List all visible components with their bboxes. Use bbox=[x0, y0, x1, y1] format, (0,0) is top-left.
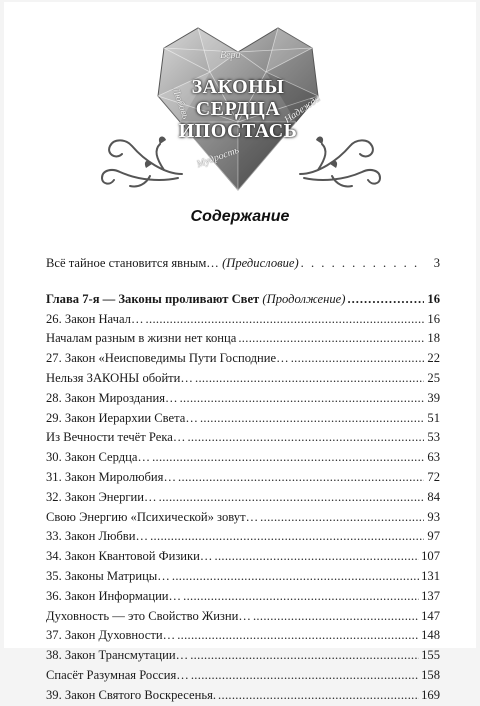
toc-entry-page: 51 bbox=[427, 410, 440, 425]
toc-entry-page: 39 bbox=[427, 390, 440, 405]
toc-entry-page: 169 bbox=[421, 687, 440, 702]
toc-entry-title: 26. Закон Начал… bbox=[46, 311, 144, 326]
toc-entry-title: 36. Закон Информации… bbox=[46, 588, 182, 603]
toc-entry-title: Духовность — это Свойство Жизни… bbox=[46, 608, 251, 623]
toc-entry[interactable] bbox=[46, 626, 440, 646]
toc-entry-page: 155 bbox=[421, 648, 440, 663]
toc-entry[interactable] bbox=[46, 349, 440, 369]
toc-entry-title: 37. Закон Духовности… bbox=[46, 628, 176, 643]
dot-leader bbox=[238, 329, 424, 349]
dot-leader bbox=[146, 310, 424, 330]
toc-entry[interactable] bbox=[46, 488, 440, 508]
toc-entry-title: Спасёт Разумная Россия… bbox=[46, 667, 189, 682]
toc-entry-title: 30. Закон Сердца… bbox=[46, 450, 151, 465]
toc-entry[interactable] bbox=[46, 666, 440, 686]
heart-word-nadezhda: Надежда bbox=[282, 93, 323, 126]
toc-entry[interactable] bbox=[46, 310, 440, 330]
toc-entry-page: 18 bbox=[427, 331, 440, 346]
toc-chapter-title: Глава 7-я — Законы проливают Свет (Продолжение) bbox=[46, 291, 346, 306]
toc-entry-title: Всё тайное становится явным… (Предисловие) bbox=[46, 256, 299, 270]
heart-word-mudrost: Мудрость bbox=[195, 144, 241, 171]
toc-entry-page: 137 bbox=[421, 588, 440, 603]
toc-entry-title: 28. Закон Мироздания… bbox=[46, 390, 178, 405]
toc-entry[interactable] bbox=[46, 409, 440, 429]
toc-entry-preface[interactable] bbox=[46, 254, 440, 274]
dot-leader bbox=[301, 254, 424, 274]
heart-title-line-1: ЗАКОНЫ bbox=[191, 76, 285, 98]
toc-entry-page: 63 bbox=[427, 450, 440, 465]
heart-title-line-3: ИПОСТАСЬ bbox=[178, 120, 298, 142]
dot-leader bbox=[253, 607, 419, 627]
toc-entry-page: 16 bbox=[427, 311, 440, 326]
toc-entry-page: 22 bbox=[427, 351, 440, 366]
dot-leader bbox=[195, 369, 424, 389]
toc-entry[interactable] bbox=[46, 587, 440, 607]
dot-leader bbox=[178, 468, 424, 488]
toc-entry[interactable] bbox=[46, 389, 440, 409]
dot-leader bbox=[200, 409, 424, 429]
toc-entry[interactable] bbox=[46, 547, 440, 567]
toc-entry[interactable] bbox=[46, 646, 440, 666]
dot-leader bbox=[180, 389, 424, 409]
toc-entry-page: 53 bbox=[427, 430, 440, 445]
heart-title-line-2: СЕРДЦА bbox=[195, 98, 281, 120]
toc-entry[interactable] bbox=[46, 428, 440, 448]
toc-entry-page: 93 bbox=[427, 509, 440, 524]
toc-entry-page: 148 bbox=[421, 628, 440, 643]
toc-entry[interactable] bbox=[46, 567, 440, 587]
toc-entry-page: 97 bbox=[427, 529, 440, 544]
dot-leader bbox=[215, 547, 420, 567]
dot-leader bbox=[183, 587, 419, 607]
dot-leader bbox=[150, 527, 424, 547]
toc-entry-page: 158 bbox=[421, 667, 440, 682]
contents-heading: Содержание bbox=[190, 208, 290, 225]
dot-leader bbox=[187, 428, 424, 448]
toc-entry-page: 131 bbox=[421, 568, 440, 583]
toc-entry[interactable] bbox=[46, 448, 440, 468]
dot-leader bbox=[291, 349, 424, 369]
toc-entry-title: 29. Закон Иерархии Света… bbox=[46, 410, 198, 425]
toc-entry[interactable] bbox=[46, 686, 440, 706]
toc-entry[interactable] bbox=[46, 607, 440, 627]
toc-entry-title: Началам разным в жизни нет конца bbox=[46, 331, 237, 346]
dot-leader bbox=[347, 290, 424, 310]
dot-leader bbox=[260, 508, 424, 528]
dot-leader bbox=[191, 666, 419, 686]
toc-entry-title: 34. Закон Квантовой Физики… bbox=[46, 549, 213, 564]
toc-entry-page: 107 bbox=[421, 549, 440, 564]
toc-entry-page: 84 bbox=[427, 489, 440, 504]
toc-entry[interactable] bbox=[46, 369, 440, 389]
left-flourish-ornament-icon bbox=[94, 130, 184, 190]
toc-entry-title: 39. Закон Святого Воскресенья. bbox=[46, 687, 217, 702]
toc-entry-title: Из Вечности течёт Река… bbox=[46, 430, 186, 445]
heart-word-vera: Вера bbox=[220, 50, 241, 61]
toc-entry-page: 72 bbox=[427, 469, 440, 484]
toc-entry-title: 33. Закон Любви… bbox=[46, 529, 149, 544]
toc-entry[interactable] bbox=[46, 329, 440, 349]
toc-entry-page: 25 bbox=[427, 370, 440, 385]
dot-leader bbox=[159, 488, 424, 508]
toc-entry-page: 147 bbox=[421, 608, 440, 623]
toc-chapter-page: 16 bbox=[427, 291, 440, 306]
dot-leader bbox=[152, 448, 424, 468]
toc-entry-title: 31. Закон Миролюбия… bbox=[46, 469, 177, 484]
toc-chapter-7[interactable] bbox=[46, 290, 440, 310]
toc-entry[interactable] bbox=[46, 508, 440, 528]
toc-entry-title: 35. Законы Матрицы… bbox=[46, 568, 170, 583]
toc-entry-title: 27. Закон «Неисповедимы Пути Господние… bbox=[46, 351, 289, 366]
toc-entry[interactable] bbox=[46, 468, 440, 488]
toc-entry-title: Свою Энергию «Психической» зовут… bbox=[46, 509, 259, 524]
toc-entry[interactable] bbox=[46, 527, 440, 547]
table-of-contents bbox=[46, 254, 440, 706]
dot-leader bbox=[172, 567, 419, 587]
dot-leader bbox=[218, 686, 419, 706]
right-flourish-ornament-icon bbox=[298, 130, 388, 190]
toc-entry-title: 38. Закон Трансмутации… bbox=[46, 648, 189, 663]
toc-entry-page: 3 bbox=[433, 256, 440, 270]
heart-word-lyubov: Любовь bbox=[169, 86, 191, 121]
dot-leader bbox=[190, 646, 419, 666]
toc-entry-title: Нельзя ЗАКОНЫ обойти… bbox=[46, 370, 194, 385]
dot-leader bbox=[177, 626, 419, 646]
toc-entry-title: 32. Закон Энергии… bbox=[46, 489, 157, 504]
